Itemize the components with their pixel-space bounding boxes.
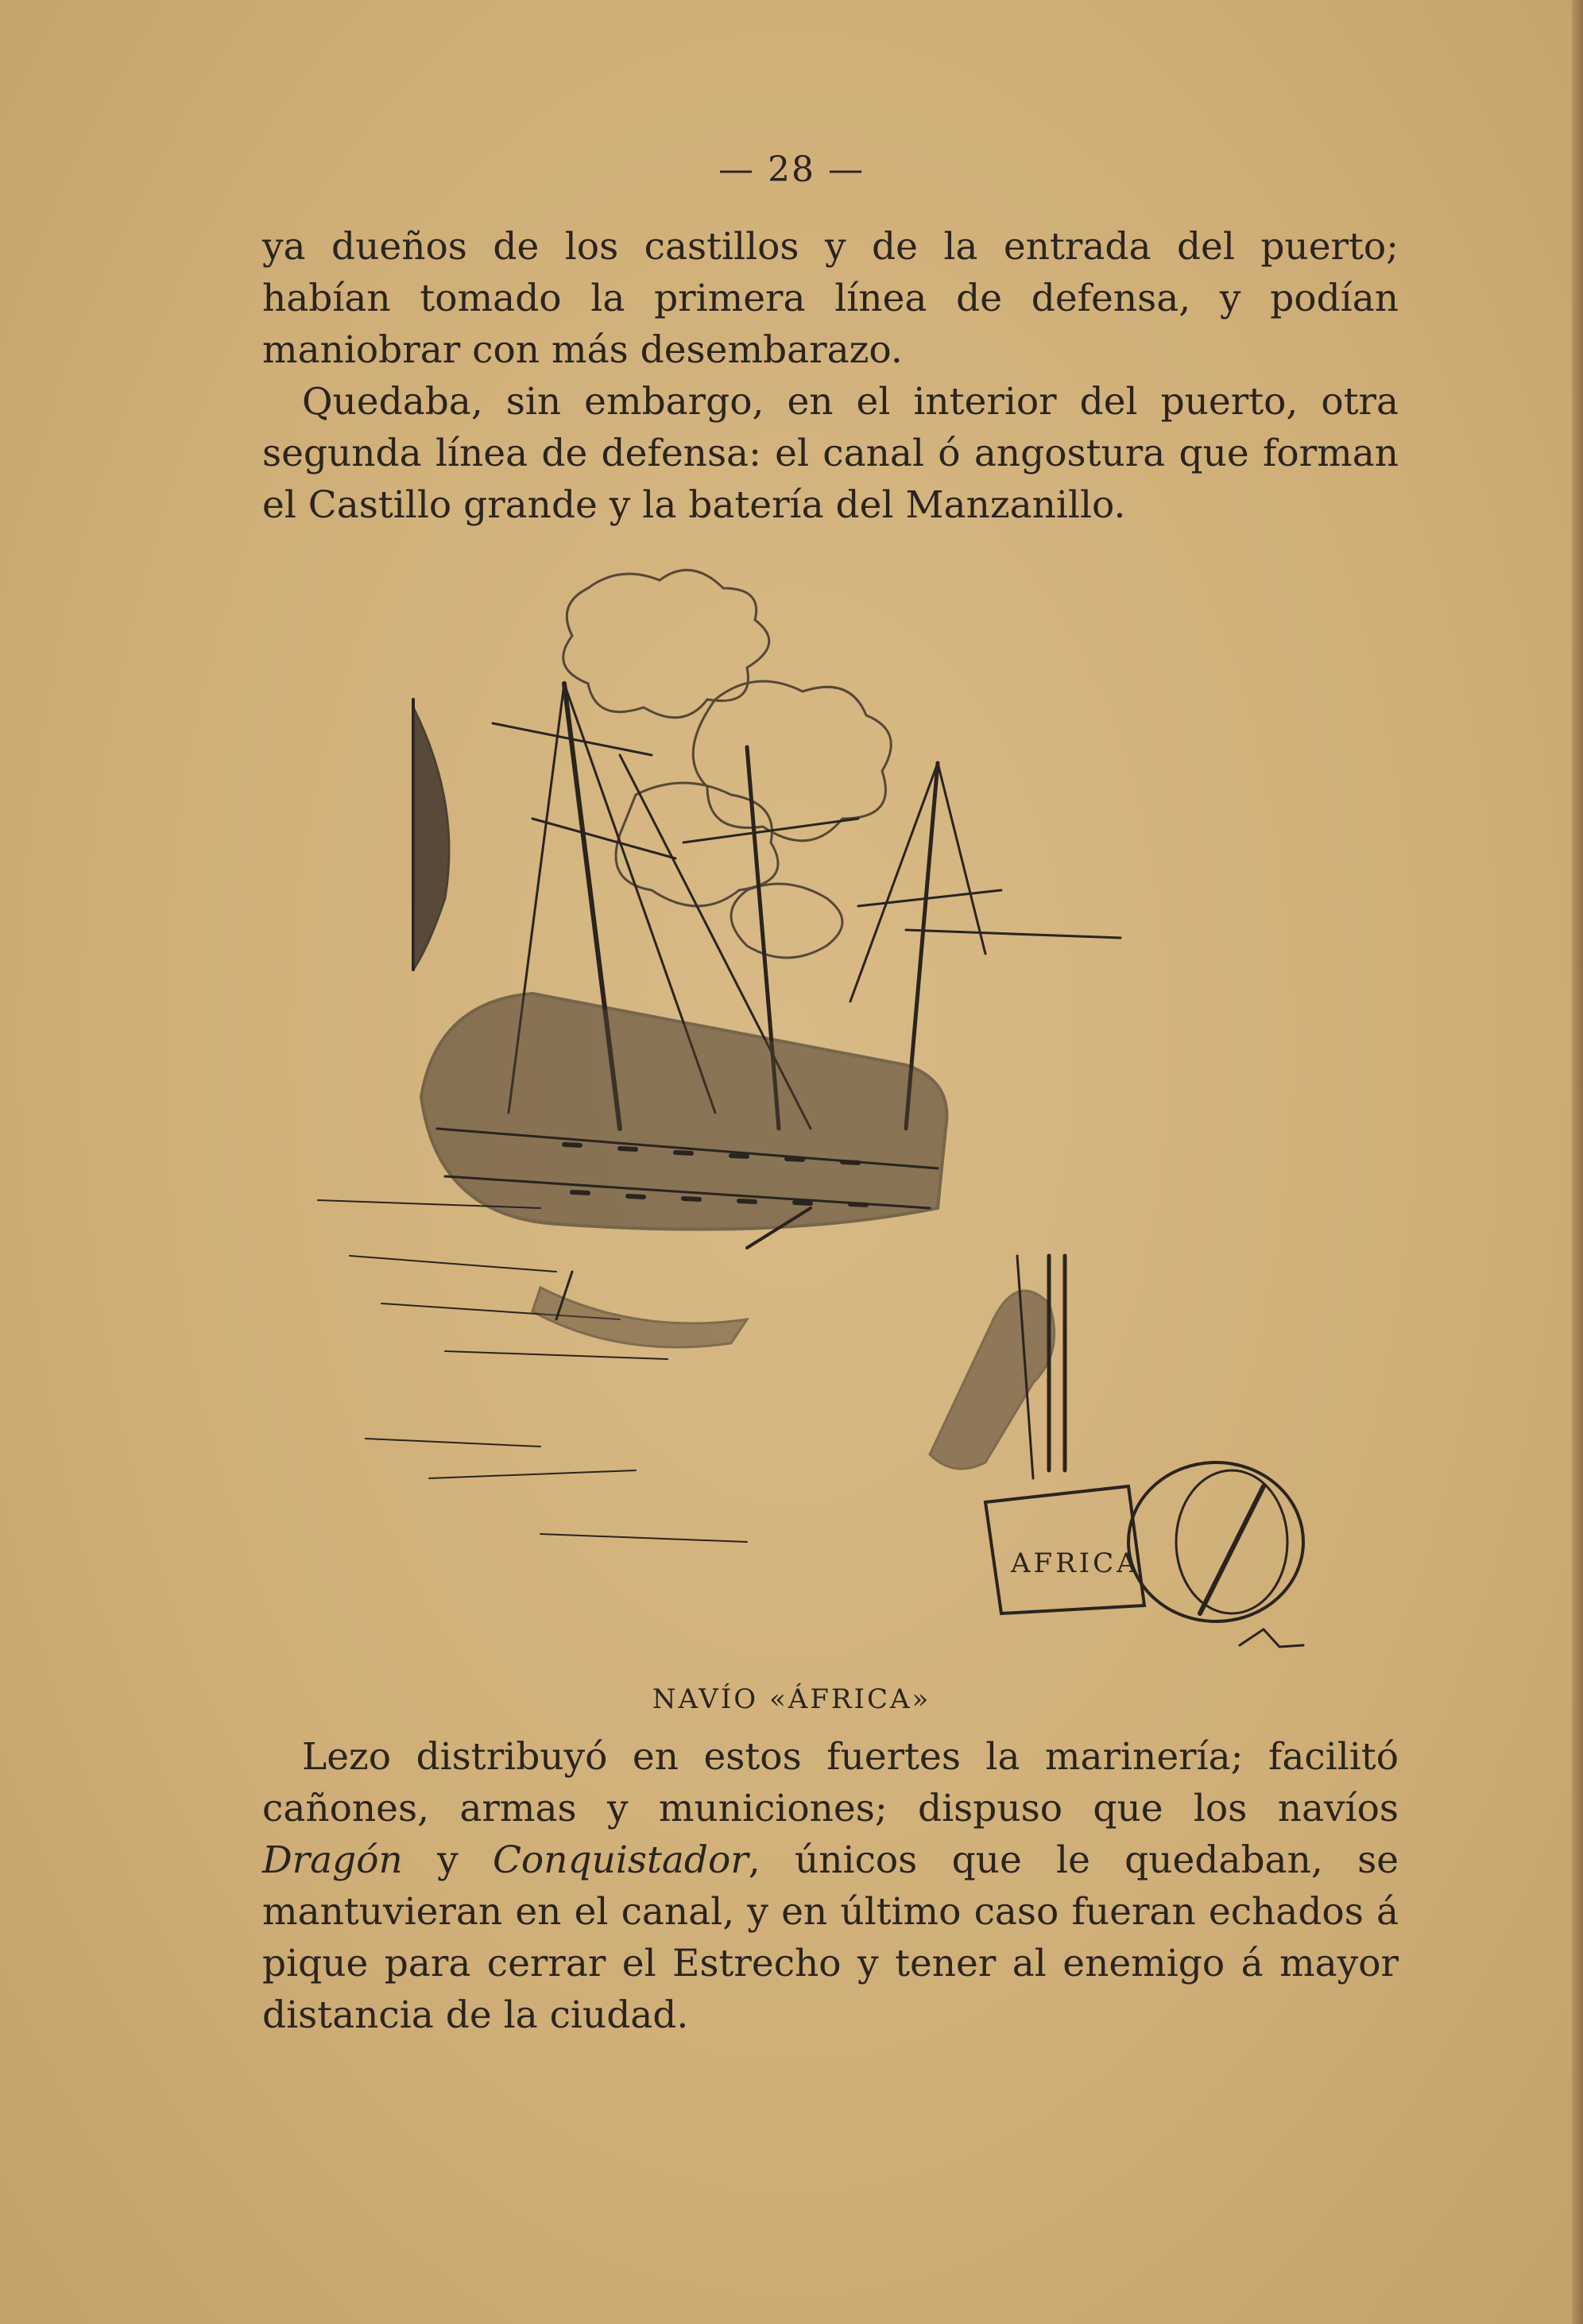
figure-caption: NAVÍO «ÁFRICA»	[652, 1683, 931, 1715]
crate-label: AFRICA	[1011, 1547, 1140, 1579]
ship-name-dragon: Dragón	[262, 1838, 403, 1882]
smoke-cloud	[563, 570, 892, 958]
paragraph-1: ya dueños de los castillos y de la entrada del puerto; habían tomado la primera línea de defensa, y podían maniobrar con más desembarazo.	[262, 225, 1399, 372]
ship-illustration	[302, 556, 1335, 1653]
paragraph-3	[262, 1731, 1399, 2041]
ship-name-conquistador: Conquistador	[492, 1838, 749, 1882]
paragraph-3-part-3: , únicos que le quedaban, se mantuvieran en el canal, y en último caso fueran echados á pique para cerrar el Estrecho y tener al enemigo á mayor distancia de la ciudad.	[262, 1838, 1399, 2037]
bottom-text-block	[262, 1731, 1399, 2041]
paragraph-2: Quedaba, sin embargo, en el interior del puerto, otra segunda línea de defensa: el canal ó angostura que forman el Castillo grande y la batería del Manzanillo.	[262, 380, 1399, 527]
top-text-block	[262, 221, 1399, 531]
page-number: — 28 —	[718, 149, 865, 190]
paragraph-3-part-1: Lezo distribuyó en estos fuertes la marinería; facilitó cañones, armas y municiones; dispuso que los navíos	[262, 1735, 1399, 1830]
paragraph-3-part-2: y	[402, 1838, 493, 1882]
page-edge	[1572, 0, 1583, 2324]
